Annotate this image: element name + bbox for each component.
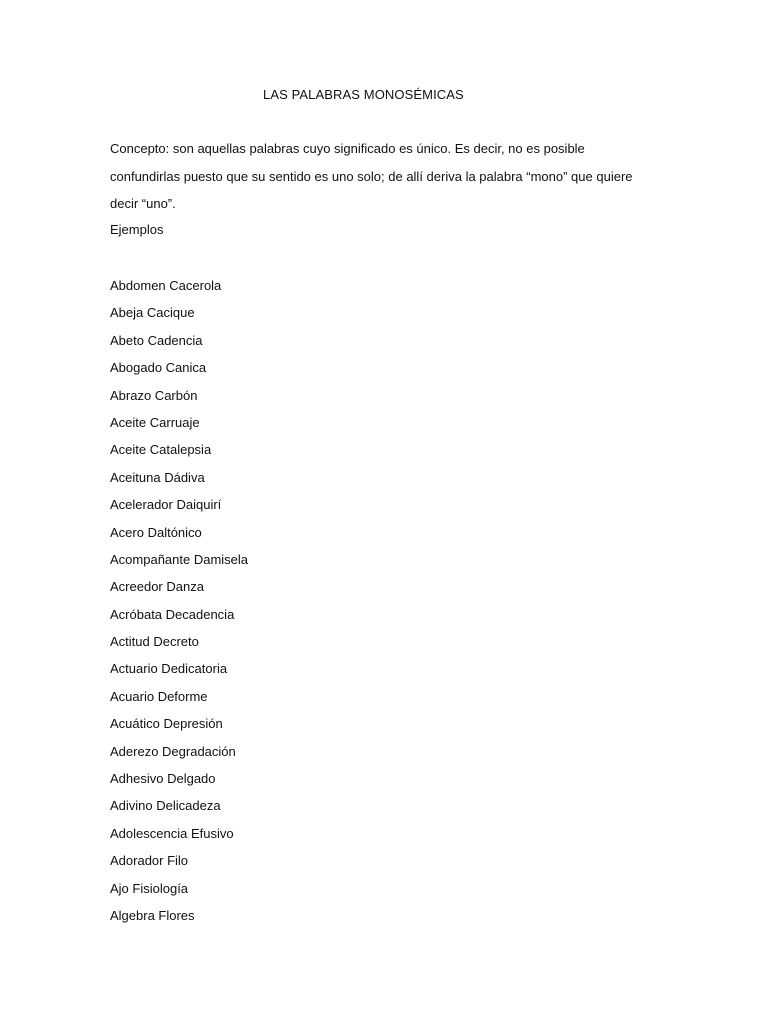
list-item: Acelerador Daiquirí: [110, 497, 222, 513]
list-item: Acero Daltónico: [110, 524, 202, 540]
concept-line: confundirlas puesto que su sentido es uno solo; de allí deriva la palabra “mono” que quiere: [110, 168, 633, 184]
list-item: Abeto Cadencia: [110, 332, 203, 348]
list-item: Actitud Decreto: [110, 634, 199, 650]
concept-paragraph: [110, 140, 655, 223]
list-item: Aceituna Dádiva: [110, 469, 205, 485]
list-item: Abrazo Carbón: [110, 387, 198, 403]
concept-line: decir “uno”.: [110, 196, 176, 211]
document-title: LAS PALABRAS MONOSÉMICAS: [263, 87, 464, 102]
list-item: Abdomen Cacerola: [110, 278, 222, 293]
list-item: Adorador Filo: [110, 853, 189, 869]
list-item: Abogado Canica: [110, 360, 207, 376]
examples-heading: Ejemplos: [110, 222, 164, 237]
list-item: Acompañante Damisela: [110, 551, 249, 567]
concept-line: Concepto: son aquellas palabras cuyo significado es único. Es decir, no es posible: [110, 141, 585, 156]
list-item: Actuario Dedicatoria: [110, 661, 228, 677]
list-item: Acreedor Danza: [110, 579, 204, 595]
list-item: Ajo Fisiología: [110, 880, 189, 896]
list-item: Aceite Carruaje: [110, 414, 200, 430]
list-item: Aceite Catalepsia: [110, 442, 212, 458]
list-item: Aderezo Degradación: [110, 743, 236, 759]
list-item: Abeja Cacique: [110, 305, 195, 321]
list-item: Algebra Flores: [110, 907, 195, 923]
list-item: Acuático Depresión: [110, 716, 223, 732]
list-item: Adhesivo Delgado: [110, 771, 216, 787]
list-item: Acuario Deforme: [110, 688, 208, 704]
list-item: Adolescencia Efusivo: [110, 825, 234, 841]
list-item: Adivino Delicadeza: [110, 798, 221, 814]
examples-list: [110, 277, 248, 934]
list-item: Acróbata Decadencia: [110, 606, 235, 622]
